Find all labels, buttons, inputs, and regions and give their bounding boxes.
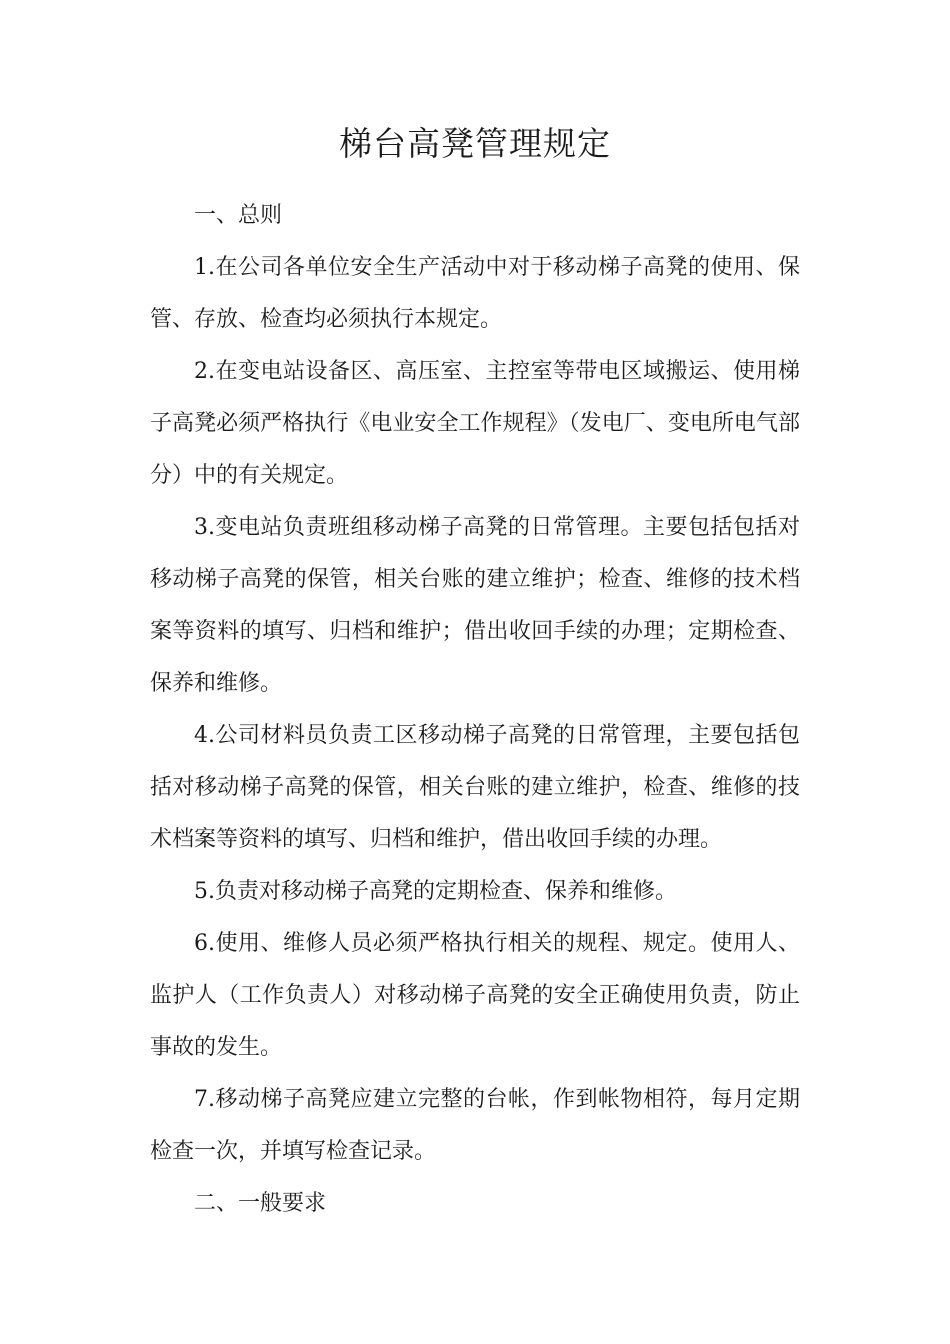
paragraph-2: 2.在变电站设备区、高压室、主控室等带电区域搬运、使用梯子高凳必须严格执行《电业安全工作规程》（发电厂、变电所电气部分）中的有关规定。 (150, 359, 800, 488)
document-title: 梯台高凳管理规定 (339, 124, 611, 163)
paragraph-1: 1.在公司各单位安全生产活动中对于移动梯子高凳的使用、保管、存放、检查均必须执行本规定。 (150, 255, 800, 332)
document-body (150, 190, 800, 1230)
paragraph-6: 6.使用、维修人员必须严格执行相关的规程、规定。使用人、监护人（工作负责人）对移动梯子高凳的安全正确使用负责，防止事故的发生。 (150, 931, 800, 1060)
paragraph-7: 7.移动梯子高凳应建立完整的台帐，作到帐物相符，每月定期检查一次，并填写检查记录。 (150, 1087, 800, 1164)
section-heading-general: 一、总则 (194, 203, 283, 228)
paragraph-4: 4.公司材料员负责工区移动梯子高凳的日常管理，主要包括包括对移动梯子高凳的保管，相关台账的建立维护，检查、维修的技术档案等资料的填写、归档和维护，借出收回手续的办理。 (150, 723, 800, 852)
paragraph-5: 5.负责对移动梯子高凳的定期检查、保养和维修。 (194, 879, 677, 904)
paragraph-3: 3.变电站负责班组移动梯子高凳的日常管理。主要包括包括对移动梯子高凳的保管，相关台账的建立维护；检查、维修的技术档案等资料的填写、归档和维护；借出收回手续的办理；定期检查、保养和维修。 (150, 515, 800, 696)
section-heading-general-requirements: 二、一般要求 (194, 1191, 327, 1216)
